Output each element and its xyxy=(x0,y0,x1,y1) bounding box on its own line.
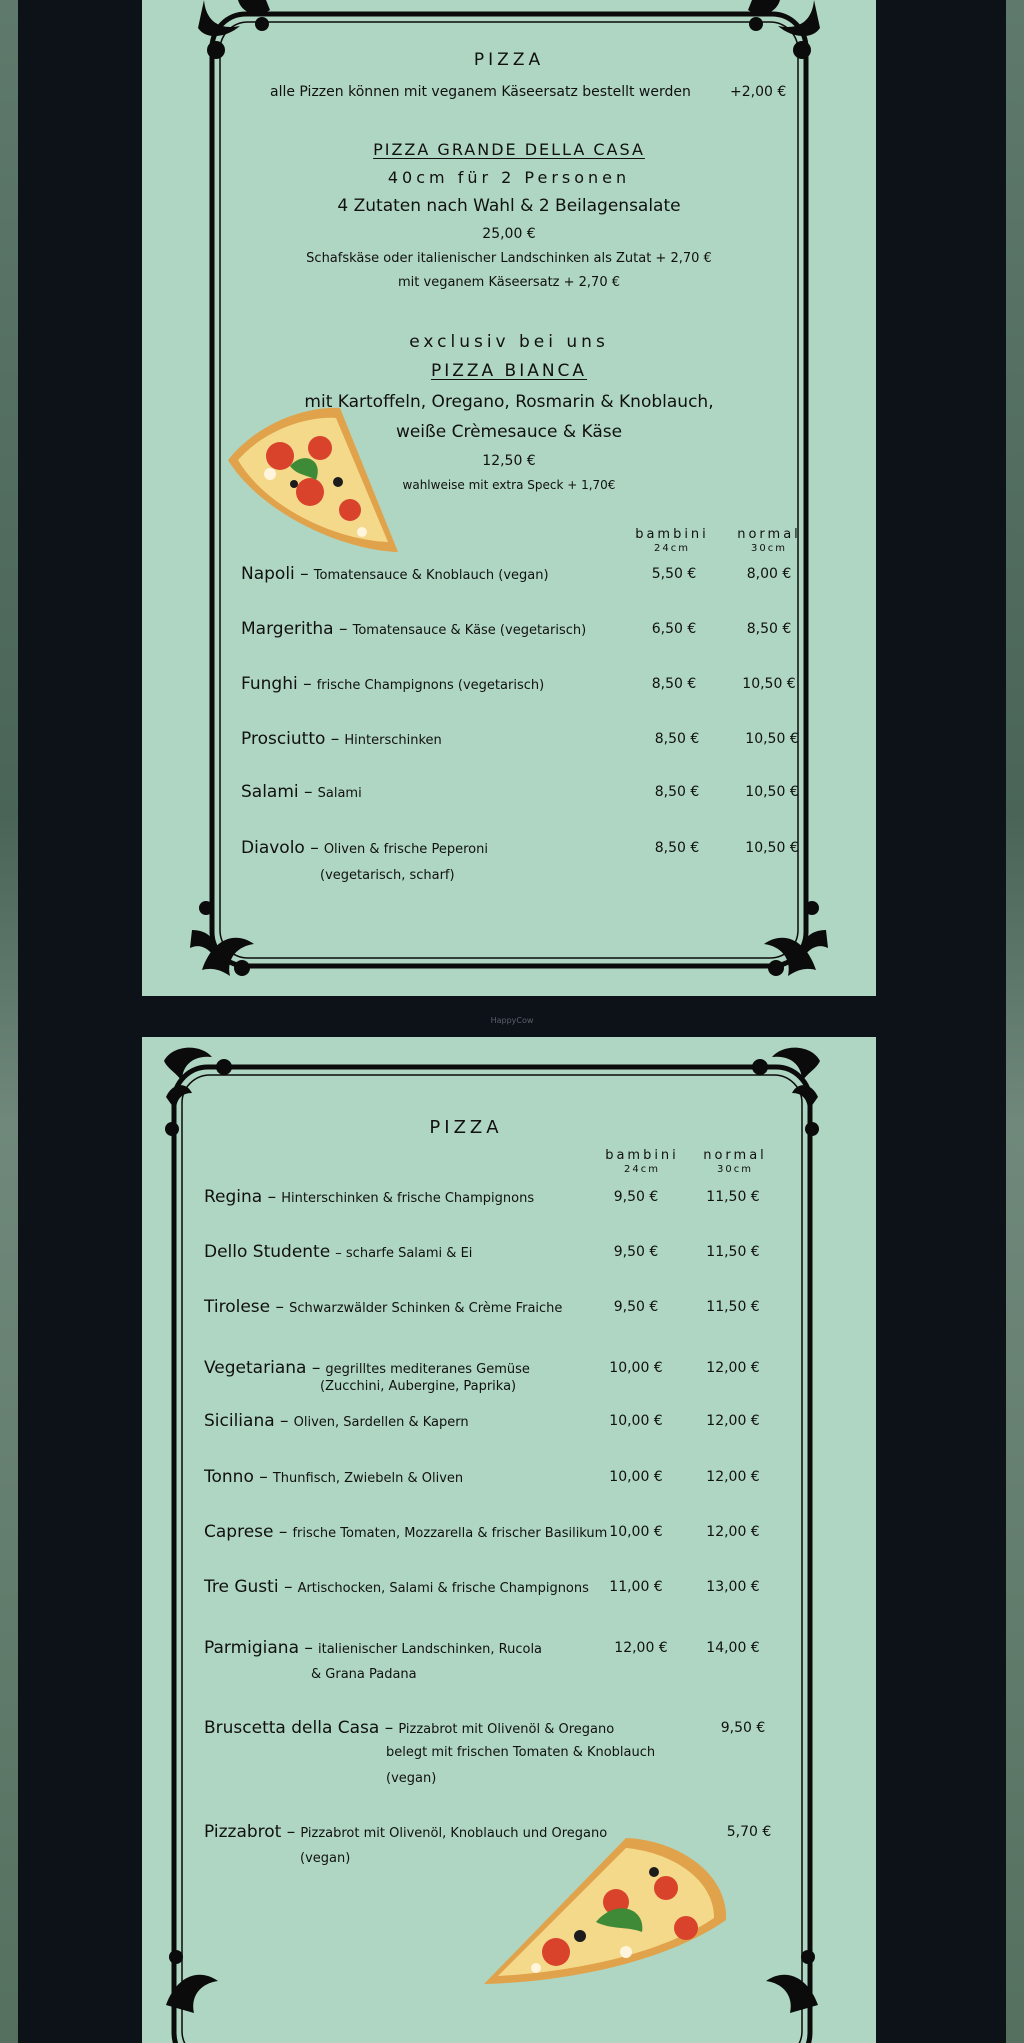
vegan-note-price: +2,00 € xyxy=(730,84,787,100)
bianca-kicker: exclusiv bei uns xyxy=(409,332,609,352)
item-desc: Schwarzwälder Schinken & Crème Fraiche xyxy=(289,1301,563,1316)
item-desc: gegrilltes mediteranes Gemüse xyxy=(325,1362,530,1377)
menu-item xyxy=(204,1467,463,1487)
price-normal: 9,50 € xyxy=(720,1720,766,1736)
price-normal: 13,00 € xyxy=(706,1579,760,1595)
item-desc: Hinterschinken xyxy=(344,733,442,748)
item-name: Napoli – xyxy=(241,564,309,584)
menu-page-1 xyxy=(142,0,876,996)
bianca-extra: wahlweise mit extra Speck + 1,70€ xyxy=(402,478,616,492)
price-normal: 10,50 € xyxy=(745,840,799,856)
price-normal: 8,50 € xyxy=(746,621,792,637)
watermark: HappyCow xyxy=(490,1016,534,1025)
item-name: Funghi – xyxy=(241,674,312,694)
price-bambini: 10,00 € xyxy=(609,1360,663,1376)
menu-item xyxy=(241,782,362,802)
col-normal-label: normal xyxy=(737,527,801,542)
item-name: Margeritha – xyxy=(241,619,348,639)
item-name: Salami – xyxy=(241,782,313,802)
price-bambini: 11,00 € xyxy=(609,1579,663,1595)
item-desc-line-2: (vegetarisch, scharf) xyxy=(320,868,455,883)
col-bambini-label: bambini xyxy=(635,527,709,542)
item-desc: italienischer Landschinken, Rucola xyxy=(318,1642,543,1657)
pizza-slice-image xyxy=(220,400,410,560)
col-bambini-size: 24cm xyxy=(654,543,690,554)
grande-size: 40cm für 2 Personen xyxy=(387,168,631,187)
price-bambini: 10,00 € xyxy=(609,1524,663,1540)
item-desc: Hinterschinken & frische Champignons xyxy=(281,1191,535,1206)
item-desc: frische Tomaten, Mozzarella & frischer Basilikum xyxy=(292,1526,608,1541)
price-normal: 12,00 € xyxy=(706,1469,760,1485)
price-normal: 8,00 € xyxy=(746,566,792,582)
item-desc-line-2: belegt mit frischen Tomaten & Knoblauch xyxy=(386,1745,656,1760)
price-bambini: 9,50 € xyxy=(613,1244,659,1260)
price-bambini: 8,50 € xyxy=(654,731,700,747)
pizza-slice-image xyxy=(476,1832,736,1992)
item-desc: Artischocken, Salami & frische Champignons xyxy=(297,1581,589,1596)
grande-extra-2: mit veganem Käseersatz + 2,70 € xyxy=(398,275,620,290)
menu-item xyxy=(204,1411,469,1431)
menu-page-2 xyxy=(142,1037,876,2043)
item-desc: Oliven, Sardellen & Kapern xyxy=(293,1415,469,1430)
menu-item xyxy=(241,729,442,749)
col-normal-size: 30cm xyxy=(751,543,787,554)
item-name: Dello Studente xyxy=(204,1242,331,1262)
item-desc-line-2: (Zucchini, Aubergine, Paprika) xyxy=(320,1379,517,1394)
item-desc-line-3: (vegan) xyxy=(386,1771,437,1786)
item-desc: Thunfisch, Zwiebeln & Oliven xyxy=(272,1471,464,1486)
price-normal: 10,50 € xyxy=(742,676,796,692)
price-normal: 10,50 € xyxy=(745,731,799,747)
col-header-bambini xyxy=(627,528,717,556)
item-name: Caprese – xyxy=(204,1522,288,1542)
item-name: Tonno – xyxy=(204,1467,268,1487)
menu-item xyxy=(204,1638,542,1658)
item-desc-line-2: (vegan) xyxy=(300,1851,351,1866)
col-header-bambini xyxy=(597,1149,687,1177)
item-name: Pizzabrot – xyxy=(204,1822,296,1842)
item-desc: Salami xyxy=(317,786,362,801)
price-normal: 14,00 € xyxy=(706,1640,760,1656)
menu-item xyxy=(241,674,544,694)
item-name: Tre Gusti – xyxy=(204,1577,293,1597)
item-name: Vegetariana – xyxy=(204,1358,321,1378)
col-header-normal xyxy=(724,528,814,556)
price-bambini: 9,50 € xyxy=(613,1299,659,1315)
menu-item xyxy=(241,564,549,584)
menu-item xyxy=(241,619,586,639)
menu-item xyxy=(204,1577,589,1597)
item-desc: Oliven & frische Peperoni xyxy=(323,842,488,857)
item-name: Diavolo – xyxy=(241,838,319,858)
grande-price: 25,00 € xyxy=(482,226,536,242)
page-title: PIZZA xyxy=(473,50,545,70)
menu-item xyxy=(204,1522,607,1542)
price-bambini: 8,50 € xyxy=(651,676,697,692)
item-desc: Tomatensauce & Käse (vegetarisch) xyxy=(352,623,587,638)
price-bambini: 8,50 € xyxy=(654,784,700,800)
col-bambini-label: bambini xyxy=(605,1148,679,1163)
price-normal: 5,70 € xyxy=(726,1824,772,1840)
price-normal: 11,50 € xyxy=(706,1244,760,1260)
price-bambini: 10,00 € xyxy=(609,1469,663,1485)
price-normal: 11,50 € xyxy=(706,1189,760,1205)
item-desc-line-2: & Grana Padana xyxy=(311,1667,417,1682)
price-bambini: 10,00 € xyxy=(609,1413,663,1429)
item-name: Bruscetta della Casa – xyxy=(204,1718,394,1738)
price-normal: 12,00 € xyxy=(706,1413,760,1429)
price-bambini: 6,50 € xyxy=(651,621,697,637)
col-normal-label: normal xyxy=(703,1148,767,1163)
price-normal: 10,50 € xyxy=(745,784,799,800)
col-header-normal xyxy=(690,1149,780,1177)
price-bambini: 12,00 € xyxy=(614,1640,668,1656)
grande-title: PIZZA GRANDE DELLA CASA xyxy=(373,140,645,159)
item-desc: Pizzabrot mit Olivenöl, Knoblauch und Oregano xyxy=(300,1826,608,1841)
menu-item xyxy=(204,1358,530,1378)
page-title: PIZZA xyxy=(429,1117,503,1138)
item-name: Parmigiana – xyxy=(204,1638,313,1658)
item-desc: Tomatensauce & Knoblauch (vegan) xyxy=(313,568,549,583)
item-name: Tirolese – xyxy=(204,1297,285,1317)
price-bambini: 9,50 € xyxy=(613,1189,659,1205)
bianca-desc-2: weiße Crèmesauce & Käse xyxy=(395,422,623,442)
vegan-note: alle Pizzen können mit veganem Käseersatz bestellt werden xyxy=(270,84,691,100)
menu-item xyxy=(204,1718,614,1738)
item-desc: frische Champignons (vegetarisch) xyxy=(316,678,545,693)
item-desc: Pizzabrot mit Olivenöl & Oregano xyxy=(398,1722,615,1737)
grande-extra-1: Schafskäse oder italienischer Landschinken als Zutat + 2,70 € xyxy=(306,251,712,266)
menu-item xyxy=(204,1242,472,1262)
item-name: Prosciutto – xyxy=(241,729,340,749)
item-name: Regina – xyxy=(204,1187,277,1207)
col-normal-size: 30cm xyxy=(717,1164,753,1175)
price-normal: 12,00 € xyxy=(706,1360,760,1376)
price-normal: 11,50 € xyxy=(706,1299,760,1315)
col-bambini-size: 24cm xyxy=(624,1164,660,1175)
menu-item xyxy=(204,1187,534,1207)
bianca-desc-1: mit Kartoffeln, Oregano, Rosmarin & Knoblauch, xyxy=(304,392,714,412)
bianca-title: PIZZA BIANCA xyxy=(430,361,588,381)
bianca-price: 12,50 € xyxy=(482,453,536,469)
price-bambini: 5,50 € xyxy=(651,566,697,582)
menu-item xyxy=(204,1297,562,1317)
menu-item xyxy=(241,838,488,858)
grande-desc: 4 Zutaten nach Wahl & 2 Beilagensalate xyxy=(337,196,681,216)
price-normal: 12,00 € xyxy=(706,1524,760,1540)
price-bambini: 8,50 € xyxy=(654,840,700,856)
item-desc: – scharfe Salami & Ei xyxy=(335,1246,473,1261)
item-name: Siciliana – xyxy=(204,1411,289,1431)
